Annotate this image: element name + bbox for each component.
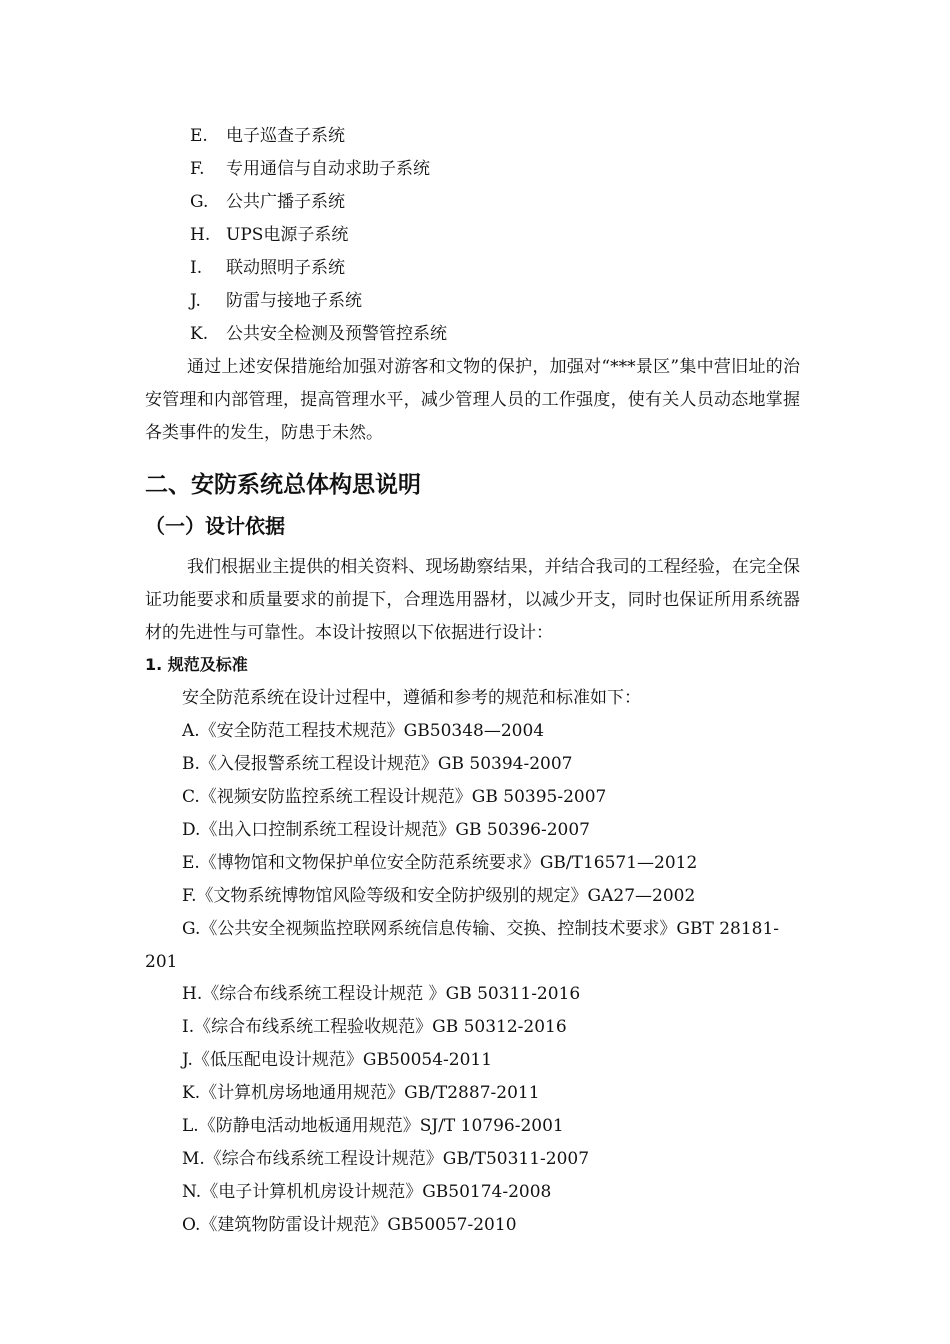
list-item xyxy=(190,256,345,280)
standard-item: H.《综合布线系统工程设计规范 》GB 50311-2016 xyxy=(182,984,581,1004)
intro-paragraph: 通过上述安保措施给加强对游客和文物的保护，加强对“***景区”集中营旧址的治安管理和内部管理，提高管理水平，减少管理人员的工作强度，使有关人员动态地掌握各类事件的发生，防患于未然。 xyxy=(145,357,800,443)
standard-item: D.《出入口控制系统工程设计规范》GB 50396-2007 xyxy=(182,820,590,840)
list-marker: J. xyxy=(190,291,201,311)
list-item xyxy=(190,289,362,313)
list-item xyxy=(190,223,348,247)
list-marker: H. xyxy=(190,225,211,245)
list-text: 公共安全检测及预警管控系统 xyxy=(226,324,447,344)
list-marker: K. xyxy=(190,324,209,344)
list-item xyxy=(190,157,430,181)
list-text: 联动照明子系统 xyxy=(226,258,345,278)
list-item xyxy=(190,322,447,346)
standard-item: B.《入侵报警系统工程设计规范》GB 50394-2007 xyxy=(182,754,573,774)
standard-item: K.《计算机房场地通用规范》GB/T2887-2011 xyxy=(182,1083,540,1103)
list-text: UPS电源子系统 xyxy=(226,225,349,245)
subsection-heading: （一）设计依据 xyxy=(145,514,285,538)
standard-item: J.《低压配电设计规范》GB50054-2011 xyxy=(182,1050,493,1070)
standard-item: C.《视频安防监控系统工程设计规范》GB 50395-2007 xyxy=(182,787,607,807)
list-marker: E. xyxy=(190,126,208,146)
list-text: 防雷与接地子系统 xyxy=(226,291,362,311)
standard-item: M.《综合布线系统工程设计规范》GB/T50311-2007 xyxy=(182,1149,590,1169)
standard-item: N.《电子计算机机房设计规范》GB50174-2008 xyxy=(182,1182,552,1202)
standard-item: O.《建筑物防雷设计规范》GB50057-2010 xyxy=(182,1215,517,1235)
section-heading: 二、安防系统总体构思说明 xyxy=(145,472,421,498)
list-item xyxy=(190,190,345,214)
list-item xyxy=(190,124,345,148)
list-marker: G. xyxy=(190,192,209,212)
standard-item: F.《文物系统博物馆风险等级和安全防护级别的规定》GA27—2002 xyxy=(182,886,696,906)
list-text: 专用通信与自动求助子系统 xyxy=(226,159,430,179)
standard-item: A.《安全防范工程技术规范》GB50348—2004 xyxy=(182,721,545,741)
list-marker: F. xyxy=(190,159,205,179)
design-paragraph: 我们根据业主提供的相关资料、现场勘察结果，并结合我司的工程经验，在完全保证功能要求和质量要求的前提下，合理选用器材，以减少开支，同时也保证所用系统器材的先进性与可靠性。本设计按照以下依据进行设计： xyxy=(145,557,800,643)
list-text: 电子巡查子系统 xyxy=(226,126,345,146)
standard-item: L.《防静电活动地板通用规范》SJ/T 10796-2001 xyxy=(182,1116,564,1136)
standard-item: G.《公共安全视频监控联网系统信息传输、交换、控制技术要求》GBT 28181-201 xyxy=(145,919,780,972)
standards-heading: 1. 规范及标准 xyxy=(145,655,248,674)
list-marker: I. xyxy=(190,258,203,278)
standard-item: I.《综合布线系统工程验收规范》GB 50312-2016 xyxy=(182,1017,567,1037)
standards-intro: 安全防范系统在设计过程中，遵循和参考的规范和标准如下： xyxy=(182,688,641,708)
list-text: 公共广播子系统 xyxy=(226,192,345,212)
standard-item: E.《博物馆和文物保护单位安全防范系统要求》GB/T16571—2012 xyxy=(182,853,698,873)
